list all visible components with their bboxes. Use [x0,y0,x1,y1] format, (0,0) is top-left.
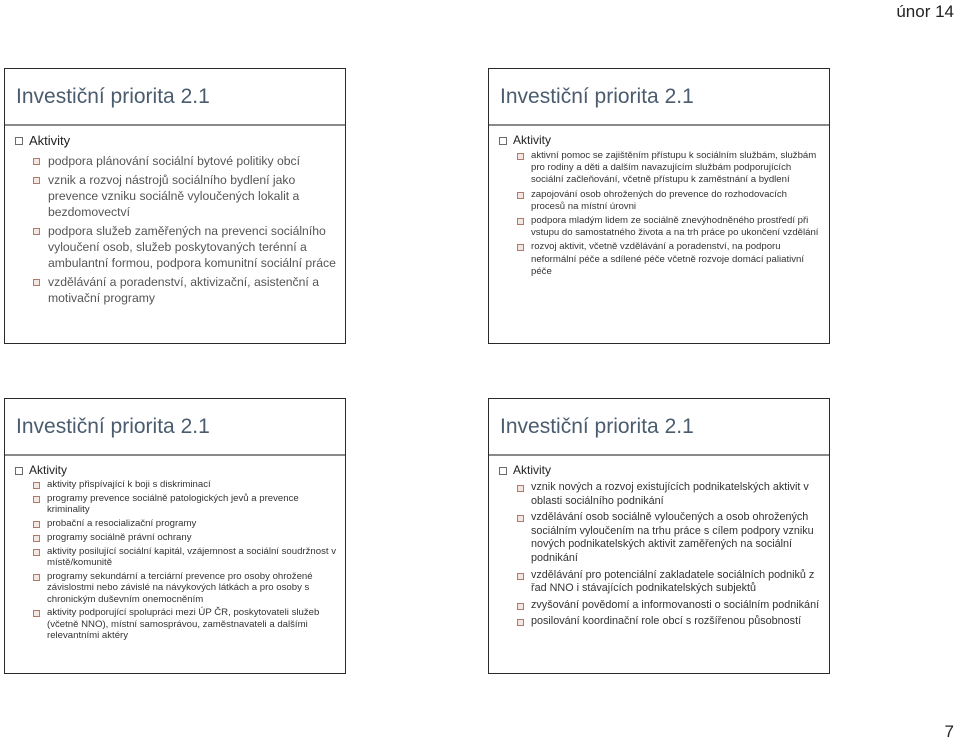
list-item [5,223,345,271]
page-number: 7 [944,722,954,741]
list-item-text: programy sociálně právní ochrany [47,531,192,543]
list-item-text: zapojování osob ohrožených do prevence do rozhodovacích procesů na místní úrovni [531,188,788,212]
square-bullet-icon [33,279,40,286]
list-item [489,599,829,613]
list-item-text: rozvoj aktivit, včetně vzdělávání a poradenství, na podporu neformální péče a sdílené péče včetně rozvoje domácí paliativní péče [531,241,805,277]
square-bullet-icon [33,496,40,503]
section-heading [5,133,345,149]
section-heading [5,463,345,477]
list-item-text: aktivity posilující sociální kapitál, vzájemnost a sociální soudržnost v místě/komunitě [47,545,337,568]
square-bullet-icon [33,549,40,556]
list-item [489,215,829,239]
square-bullet-icon [499,467,507,475]
square-bullet-icon [517,619,524,626]
square-bullet-icon [33,482,40,489]
list-item [489,511,829,565]
list-item-text: vznik a rozvoj nástrojů sociálního bydlení jako prevence vzniku sociálně vyloučených lokalit a bezdomovectví [48,173,300,219]
square-bullet-icon [33,228,40,235]
heading-text: Aktivity [513,133,552,147]
list-item [489,569,829,596]
square-bullet-icon [33,610,40,617]
list-item [5,532,345,543]
list-item [489,615,829,629]
list-item-text: vzdělávání pro potenciální zakladatele sociálních podniků z řad NNO i stávajících podnikatelských subjektů [531,568,815,595]
square-bullet-icon [15,137,23,145]
slide-1 [4,68,346,344]
slide-title: Investiční priorita 2.1 [500,85,694,108]
list-item-text: programy sekundární a terciární prevence pro osoby ohrožené závislostmi nebo závislé na návykových látkách a pro osoby s chronickým duševním onemocněním [47,570,313,605]
title-divider [5,124,345,126]
list-item-text: aktivity přispívající k boji s diskriminací [47,479,211,490]
square-bullet-icon [517,218,524,225]
list-item [5,571,345,605]
list-item [5,172,345,220]
square-bullet-icon [517,573,524,580]
list-item-text: vznik nových a rozvoj existujících podnikatelských aktivit v oblasti sociálního podnikání [531,481,809,507]
square-bullet-icon [517,485,524,492]
square-bullet-icon [15,467,23,475]
slide-content [5,463,345,644]
slide-4 [488,398,830,674]
slide-3 [4,398,346,674]
header-date: únor 14 [896,2,954,21]
slide-content [489,133,829,280]
section-heading [489,133,829,148]
section-heading [489,463,829,478]
heading-text: Aktivity [513,463,552,477]
square-bullet-icon [517,515,524,522]
square-bullet-icon [33,574,40,581]
square-bullet-icon [517,153,524,160]
square-bullet-icon [33,158,40,165]
list-item [5,607,345,641]
list-item-text: zvyšování povědomí a informovanosti o sociálním podnikání [531,598,820,611]
slide-title: Investiční priorita 2.1 [16,415,210,438]
list-item-text: podpora mladým lidem ze sociálně znevýhodněného prostředí při vstupu do samostatného života a na trh práce po ukončení vzdělání [531,215,819,239]
slide-title: Investiční priorita 2.1 [500,415,694,438]
heading-text: Aktivity [29,463,68,477]
list-item [489,481,829,508]
list-item [489,241,829,278]
slide-content [5,133,345,309]
list-item-text: vzdělávání a poradenství, aktivizační, asistenční a motivační programy [48,275,319,305]
title-divider [489,454,829,456]
square-bullet-icon [517,244,524,251]
square-bullet-icon [33,535,40,542]
list-item [5,153,345,169]
list-item-text: programy prevence sociálně patologických jevů a prevence kriminality [47,492,299,516]
list-item [5,479,345,490]
square-bullet-icon [517,192,524,199]
list-item [489,189,829,213]
list-item [5,493,345,516]
list-item [489,150,829,187]
list-item-text: aktivity podporující spolupráci mezi ÚP ČR, poskytovateli služeb (včetně NNO), místní samosprávou, zaměstnavateli a dalšími relevantními aktéry [47,607,320,642]
slide-content [489,463,829,632]
square-bullet-icon [33,521,40,528]
title-divider [489,124,829,126]
list-item-text: vzdělávání osob sociálně vyloučených a osob ohrožených sociálním vyloučením na trhu práce s cílem podpory vzniku nových podnikatelských aktivit zaměřených na sociální podnikání [531,511,814,564]
list-item [5,518,345,529]
list-item-text: probační a resocializační programy [47,518,197,529]
square-bullet-icon [499,137,507,145]
list-item [5,546,345,569]
list-item-text: podpora služeb zaměřených na prevenci sociálního vyloučení osob, služeb poskytovaných terénní a ambulantní formou, podpora komunitní sociální práce [48,224,336,270]
list-item-text: podpora plánování sociální bytové politiky obcí [48,154,301,168]
list-item [5,274,345,306]
list-item-text: posilování koordinační role obcí s rozšířenou působností [531,615,802,628]
square-bullet-icon [33,177,40,184]
title-divider [5,454,345,456]
list-item-text: aktivní pomoc se zajištěním přístupu k sociálním službám, službám pro rodiny a děti a dalším navazujícím službám podporujících sociální začleňování, včetně přístupu k zaměstnání a bydlení [531,150,817,186]
heading-text: Aktivity [29,133,71,148]
slide-title: Investiční priorita 2.1 [16,85,210,108]
slide-2 [488,68,830,344]
square-bullet-icon [517,603,524,610]
